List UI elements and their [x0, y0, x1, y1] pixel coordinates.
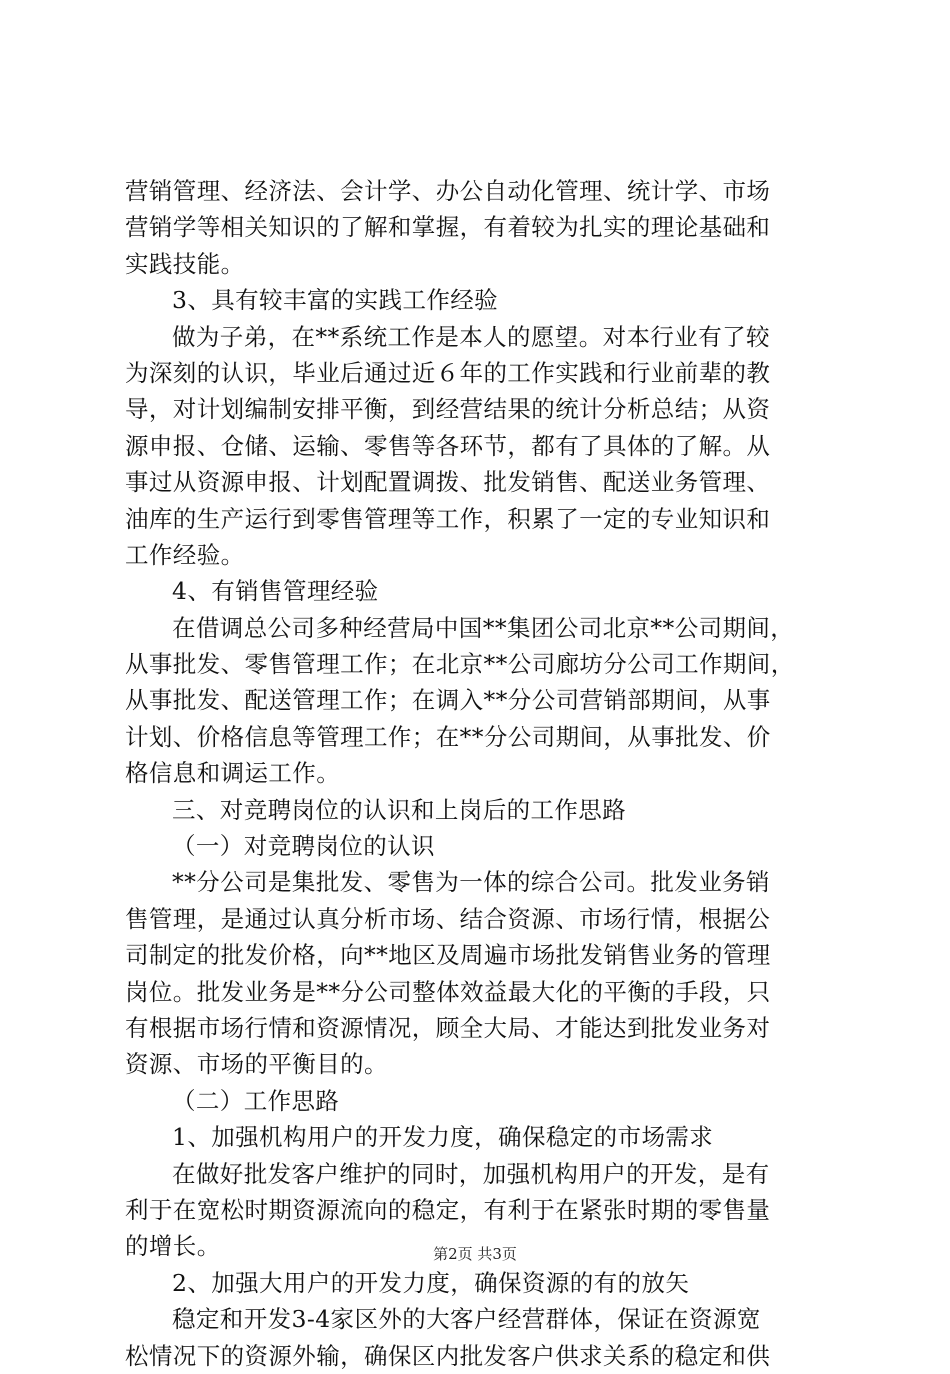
text-line: 的增长。	[125, 1232, 221, 1261]
text-line: 有根据市场行情和资源情况，顾全大局、才能达到批发业务对	[125, 1013, 771, 1042]
text-line: 4、有销售管理经验	[172, 577, 379, 606]
text-line: 源申报、仓储、运输、零售等各环节，都有了具体的了解。从	[125, 431, 771, 460]
text-line: 为深刻的认识，毕业后通过近６年的工作实践和行业前辈的教	[125, 358, 771, 387]
text-line: **分公司是集批发、零售为一体的综合公司。批发业务销	[172, 868, 770, 897]
text-line: 营销学等相关知识的了解和掌握，有着较为扎实的理论基础和	[125, 213, 771, 242]
text-line: 1、加强机构用户的开发力度，确保稳定的市场需求	[172, 1123, 714, 1152]
text-line: 从事批发、零售管理工作；在北京**公司廊坊分公司工作期间，	[125, 650, 795, 679]
text-line: 格信息和调运工作。	[125, 759, 341, 788]
text-line: 在做好批发客户维护的同时，加强机构用户的开发，是有	[172, 1159, 770, 1188]
text-line: 资源、市场的平衡目的。	[125, 1050, 388, 1079]
text-line: 岗位。批发业务是**分公司整体效益最大化的平衡的手段，只	[125, 977, 771, 1006]
text-line: 做为子弟，在**系统工作是本人的愿望。对本行业有了较	[172, 322, 770, 351]
text-line: 导，对计划编制安排平衡，到经营结果的统计分析总结；从资	[125, 395, 771, 424]
text-line: 2、加强大用户的开发力度，确保资源的有的放矢	[172, 1268, 690, 1297]
page-number-footer: 第2页 共3页	[433, 1245, 517, 1263]
text-line: 稳定和开发3-4家区外的大客户经营群体，保证在资源宽	[172, 1305, 761, 1334]
text-line: （二）工作思路	[172, 1086, 340, 1115]
text-line: 在借调总公司多种经营局中国**集团公司北京**公司期间，	[172, 613, 795, 642]
text-line: 事过从资源申报、计划配置调拨、批发销售、配送业务管理、	[125, 468, 771, 497]
text-line: 实践技能。	[125, 249, 245, 278]
text-line: 从事批发、配送管理工作；在调入**分公司营销部期间，从事	[125, 686, 771, 715]
text-line: 松情况下的资源外输，确保区内批发客户供求关系的稳定和供	[125, 1341, 771, 1370]
document-body	[125, 173, 835, 1374]
text-line: 工作经验。	[125, 540, 245, 569]
text-line: 油库的生产运行到零售管理等工作，积累了一定的专业知识和	[125, 504, 771, 533]
text-line: 利于在宽松时期资源流向的稳定，有利于在紧张时期的零售量	[125, 1195, 771, 1224]
text-line: 司制定的批发价格，向**地区及周遍市场批发销售业务的管理	[125, 941, 771, 970]
text-line: （一）对竞聘岗位的认识	[172, 832, 435, 861]
text-line: 售管理，是通过认真分析市场、结合资源、市场行情，根据公	[125, 904, 771, 933]
text-line: 计划、价格信息等管理工作；在**分公司期间，从事批发、价	[125, 722, 771, 751]
text-line: 三、对竞聘岗位的认识和上岗后的工作思路	[172, 795, 627, 824]
text-line: 3、具有较丰富的实践工作经验	[172, 286, 499, 315]
text-line: 营销管理、经济法、会计学、办公自动化管理、统计学、市场	[125, 177, 771, 205]
